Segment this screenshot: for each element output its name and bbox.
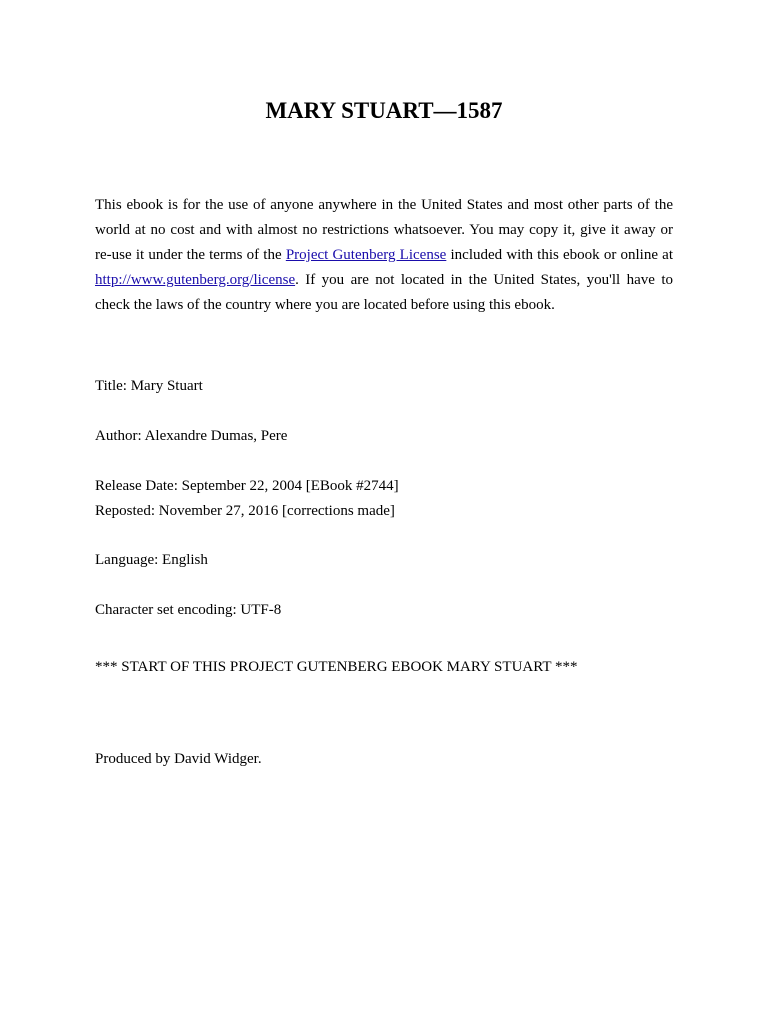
title-field: Title: Mary Stuart	[95, 378, 203, 394]
release-date-field: Release Date: September 22, 2004 [EBook #2744]	[95, 478, 399, 494]
license-url-link[interactable]: http://www.gutenberg.org/license	[95, 272, 296, 288]
page-title: MARY STUART—1587	[265, 98, 503, 123]
encoding-field: Character set encoding: UTF-8	[95, 602, 282, 618]
producer-credit: Produced by David Widger.	[95, 751, 262, 767]
language-field: Language: English	[95, 552, 208, 568]
intro-text-1: This ebook is for the use of anyone anywhere in the United States and most other parts of the world at no cost and with almost no restrictions whatsoever. You may copy it, give it away or re-use it under the terms of the	[95, 197, 673, 263]
reposted-field: Reposted: November 27, 2016 [corrections made]	[95, 503, 395, 519]
intro-text-2: included with this ebook or online at	[446, 247, 673, 263]
author-field: Author: Alexandre Dumas, Pere	[95, 428, 288, 444]
license-link[interactable]: Project Gutenberg License	[285, 247, 447, 263]
start-marker: *** START OF THIS PROJECT GUTENBERG EBOOK MARY STUART ***	[95, 659, 578, 675]
intro-text-3: . If you are not located in the United States, you'll have to check the laws of the country where you are located before using this ebook.	[95, 272, 673, 313]
intro-paragraph	[95, 193, 673, 318]
